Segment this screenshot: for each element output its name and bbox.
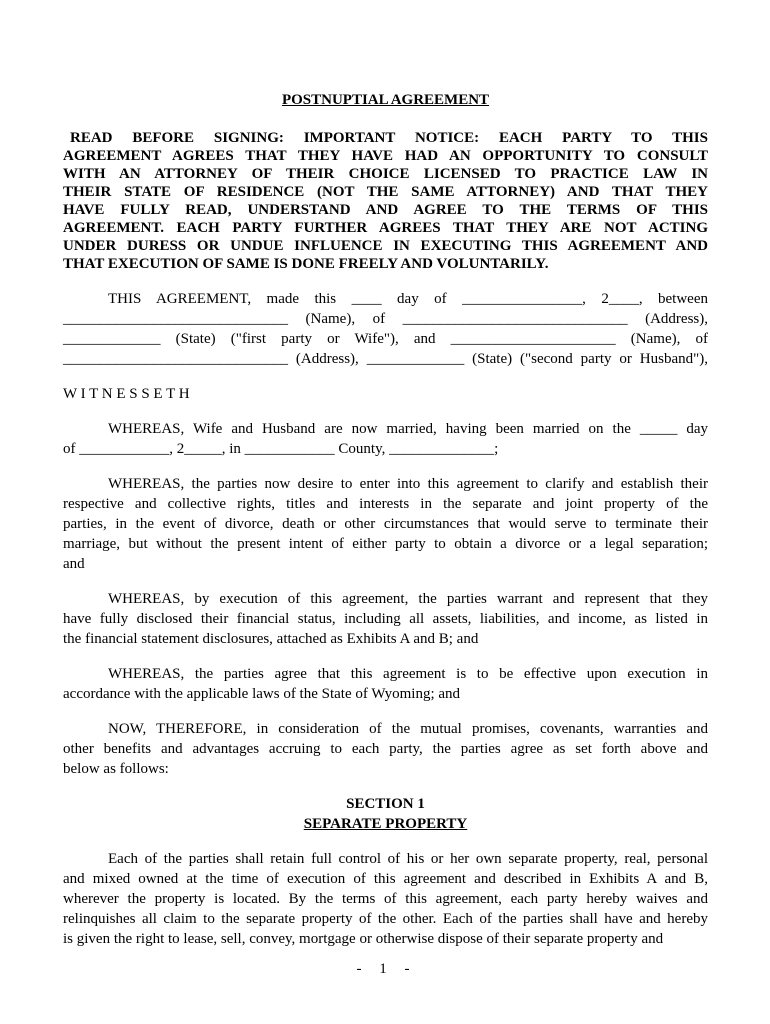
section-1-paragraph <box>63 849 708 949</box>
text-line: AGREEMENT AGREES THAT THEY HAVE HAD AN OPPORTUNITY TO CONSULT <box>63 148 708 164</box>
text-line: below as follows: <box>63 761 169 777</box>
text-line: _____________ (State) ("first party or Wife"), and ______________________ (Name), of <box>63 331 708 347</box>
whereas-clause-4 <box>63 664 708 704</box>
whereas-clause-2 <box>63 474 708 574</box>
page-number: - 1 - <box>356 961 414 977</box>
text-line: READ BEFORE SIGNING: IMPORTANT NOTICE: EACH PARTY TO THIS <box>70 130 708 146</box>
notice-paragraph <box>63 129 708 273</box>
text-line: the financial statement disclosures, attached as Exhibits A and B; and <box>63 631 479 647</box>
text-line: marriage, but without the present intent of either party to obtain a divorce or a legal separation; <box>63 536 708 552</box>
text-line: ______________________________ (Address), _____________ (State) ("second party or Husband"), <box>63 351 708 367</box>
text-line: of ____________, 2_____, in ____________ County, ______________; <box>63 441 499 457</box>
section-1-title: SEPARATE PROPERTY <box>303 816 468 832</box>
text-line: THEIR STATE OF RESIDENCE (NOT THE SAME ATTORNEY) AND THAT THEY <box>63 184 708 200</box>
whereas-clause-3 <box>63 589 708 649</box>
text-line: accordance with the applicable laws of the State of Wyoming; and <box>63 686 461 702</box>
text-line: WHEREAS, the parties now desire to enter into this agreement to clarify and establish their <box>108 476 708 492</box>
text-line: THAT EXECUTION OF SAME IS DONE FREELY AND VOLUNTARILY. <box>63 256 549 272</box>
text-line: wherever the property is located. By the terms of this agreement, each party hereby waives and <box>63 891 708 907</box>
text-line: other benefits and advantages accruing to each party, the parties agree as set forth above and <box>63 741 708 757</box>
text-line: and mixed owned at the time of execution of this agreement and described in Exhibits A and B, <box>63 871 708 887</box>
text-line: WHEREAS, by execution of this agreement, the parties warrant and represent that they <box>108 591 708 607</box>
witnesseth-heading: W I T N E S S E T H <box>63 386 190 402</box>
section-1-heading <box>63 794 708 834</box>
text-line: HAVE FULLY READ, UNDERSTAND AND AGREE TO THE TERMS OF THIS <box>63 202 708 218</box>
text-line: respective and collective rights, titles and interests in the separate and joint property of the <box>63 496 708 512</box>
section-1-number: SECTION 1 <box>346 796 425 812</box>
text-line: have fully disclosed their financial status, including all assets, liabilities, and income, as listed in <box>63 611 708 627</box>
whereas-clause-1 <box>63 419 708 459</box>
document-title: POSTNUPTIAL AGREEMENT <box>281 92 490 108</box>
text-line: WITH AN ATTORNEY OF THEIR CHOICE LICENSED TO PRACTICE LAW IN <box>63 166 708 182</box>
now-therefore-paragraph <box>63 719 708 779</box>
text-line: AGREEMENT. EACH PARTY FURTHER AGREES THAT THEY ARE NOT ACTING <box>63 220 708 236</box>
text-line: and <box>63 556 85 572</box>
text-line: WHEREAS, Wife and Husband are now married, having been married on the _____ day <box>108 421 708 437</box>
text-line: THIS AGREEMENT, made this ____ day of ________________, 2____, between <box>108 291 708 307</box>
text-line: WHEREAS, the parties agree that this agreement is to be effective upon execution in <box>108 666 708 682</box>
text-line: Each of the parties shall retain full control of his or her own separate property, real, personal <box>108 851 708 867</box>
text-line: UNDER DURESS OR UNDUE INFLUENCE IN EXECUTING THIS AGREEMENT AND <box>63 238 708 254</box>
text-line: relinquishes all claim to the separate property of the other. Each of the parties shall have and hereby <box>63 911 708 927</box>
text-line: parties, in the event of divorce, death or other circumstances that would serve to terminate their <box>63 516 708 532</box>
text-line: is given the right to lease, sell, convey, mortgage or otherwise dispose of their separate property and <box>63 931 664 947</box>
text-line: ______________________________ (Name), of ______________________________ (Address), <box>63 311 708 327</box>
intro-paragraph <box>63 289 708 369</box>
text-line: NOW, THEREFORE, in consideration of the mutual promises, covenants, warranties and <box>108 721 708 737</box>
